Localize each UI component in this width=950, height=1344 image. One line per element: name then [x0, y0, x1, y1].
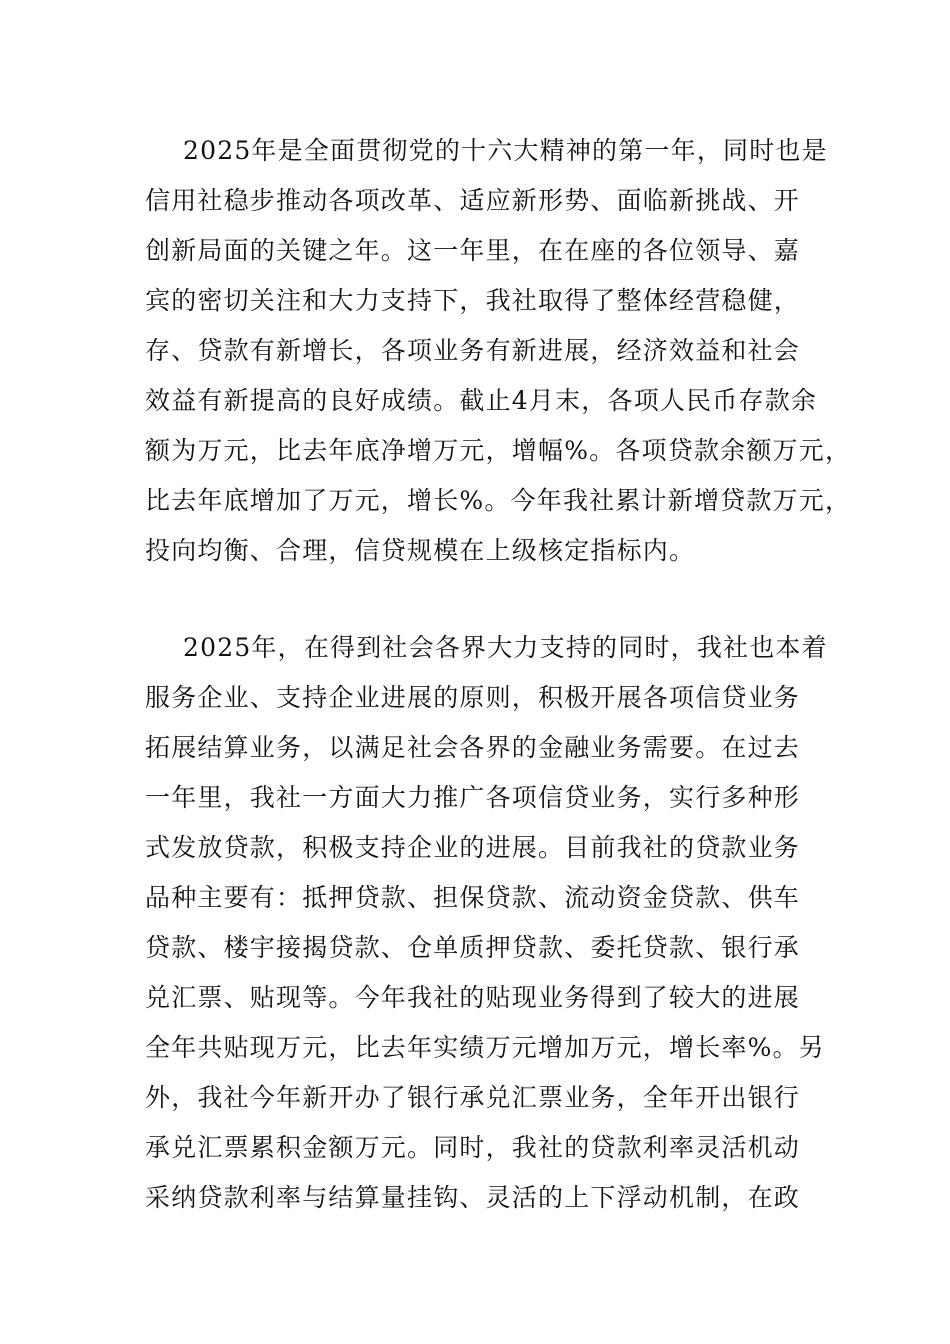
paragraph-1-line-3: 创新局面的关键之年。这一年里，在在座的各位领导、嘉	[145, 236, 801, 265]
paragraph-1-line-5: 存、贷款有新增长，各项业务有新进展，经济效益和社会	[145, 336, 801, 365]
paragraph-1-line-2: 信用社稳步推动各项改革、适应新形势、面临新挑战、开	[145, 186, 801, 215]
paragraph-2-line-6: 品种主要有：抵押贷款、担保贷款、流动资金贷款、供车	[145, 883, 801, 912]
paragraph-1-line-7: 额为万元，比去年底净增万元，增幅%。各项贷款余额万元，	[145, 436, 852, 465]
paragraph-1-line-6: 效益有新提高的良好成绩。截止4月末，各项人民币存款余	[145, 386, 818, 415]
paragraph-2-line-8: 兑汇票、贴现等。今年我社的贴现业务得到了较大的进展	[145, 983, 801, 1012]
paragraph-2-line-11: 承兑汇票累积金额万元。同时，我社的贷款利率灵活机动	[145, 1133, 801, 1162]
paragraph-2-line-1: 2025年，在得到社会各界大力支持的同时，我社也本着	[183, 633, 828, 662]
paragraph-2-line-12: 采纳贷款利率与结算量挂钩、灵活的上下浮动机制，在政	[145, 1183, 801, 1212]
paragraph-2-line-10: 外，我社今年新开办了银行承兑汇票业务，全年开出银行	[145, 1083, 801, 1112]
paragraph-2-line-3: 拓展结算业务，以满足社会各界的金融业务需要。在过去	[145, 733, 801, 762]
paragraph-2-line-4: 一年里，我社一方面大力推广各项信贷业务，实行多种形	[145, 783, 801, 812]
paragraph-2-line-7: 贷款、楼宇接揭贷款、仓单质押贷款、委托贷款、银行承	[145, 933, 801, 962]
paragraph-2-line-2: 服务企业、支持企业进展的原则，积极开展各项信贷业务	[145, 683, 801, 712]
paragraph-1-line-9: 投向均衡、合理，信贷规模在上级核定指标内。	[145, 536, 696, 565]
paragraph-1-line-4: 宾的密切关注和大力支持下，我社取得了整体经营稳健，	[145, 286, 801, 315]
paragraph-2-line-9: 全年共贴现万元，比去年实绩万元增加万元，增长率%。另	[145, 1033, 825, 1062]
paragraph-1-line-1: 2025年是全面贯彻党的十六大精神的第一年，同时也是	[183, 136, 828, 165]
paragraph-1-line-8: 比去年底增加了万元，增长%。今年我社累计新增贷款万元，	[145, 486, 852, 515]
paragraph-2-line-5: 式发放贷款，积极支持企业的进展。目前我社的贷款业务	[145, 833, 801, 862]
